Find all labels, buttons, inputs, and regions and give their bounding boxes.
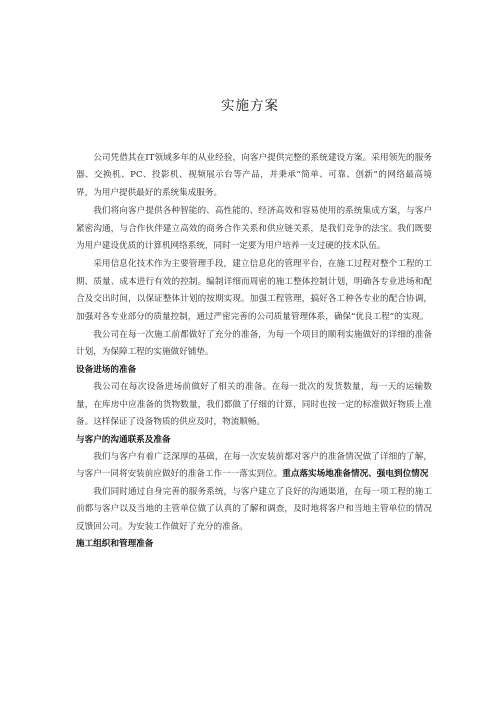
management-paragraph: 采用信息化技术作为主要管理手段，建立信息化的管理平台，在施工过程对整个工程的工期、质量、成本进行有效的控制。编制详细而周密的施工整体控制计划，明确各专业进场和配合及交出时间，以保证整体计划的按期实现。加强工程管理，搞好各工种各专业的配合协调，加强对各专业部分的质量控制，通过严密完善的公司质量管理体系，确保“优良工程”的实现。: [76, 259, 432, 322]
customer-heading: 与客户的沟通联系及准备: [76, 434, 171, 445]
document-body: [76, 150, 432, 553]
customer-paragraph-2: 我们同时通过自身完善的服务系统，与客户建立了良好的沟通渠道，在每一项工程的施工前都与客户以及当地的主管单位做了认真的了解和调查，及时地将客户和当地主管单位的情况反馈回公司。为安装工作做好了充分的准备。: [76, 486, 432, 532]
customer-paragraph-emphasis: 重点落实场地准备情况、强电到位情况: [282, 469, 429, 480]
customer-paragraph-lead: 我们与客户有着广泛深厚的基础，在每一次安装前都对客户的准备情况做了详细的了解，与客户一同将安装前应做好的准备工作一一落实到位。: [76, 451, 432, 480]
construction-heading: 施工组织和管理准备: [76, 538, 154, 549]
equipment-paragraph: 我公司在每次设备进场前做好了相关的准备。在每一批次的发货数量，每一天的运输数量，在库房中应准备的货物数量，我们都做了仔细的计算，同时也按一定的标准做好物质上准备。这样保证了设备物质的供应及时，物流顺畅。: [76, 382, 432, 428]
customer-paragraph: [76, 449, 432, 484]
intro-paragraph: 公司凭借其在IT领域多年的从业经验，向客户提供完整的系统建设方案。采用领先的服务器、交换机、PC、投影机、视频展示台等产品，并秉承“简单、可靠、创新”的网络最高境界，为用户提供最好的系统集成服务。: [76, 153, 432, 198]
solutions-paragraph: 我们将向客户提供各种智能的、高性能的、经济高效和容易使用的系统集成方案，与客户紧密沟通，与合作伙伴建立高效的商务合作关系和供应链关系，是我们竞争的法宝。我们既要为用户建设优质的计算机网络系统，同时一定要为用户培养一支过硬的技术队伍。: [76, 206, 432, 252]
preparation-paragraph: 我公司在每一次施工前都做好了充分的准备，为每一个项目的顺利实施做好的详细的准备计划，为保障工程的实施做好铺垫。: [76, 330, 432, 358]
equipment-heading: 设备进场的准备: [76, 364, 137, 375]
document-title: 实施方案: [221, 98, 279, 114]
